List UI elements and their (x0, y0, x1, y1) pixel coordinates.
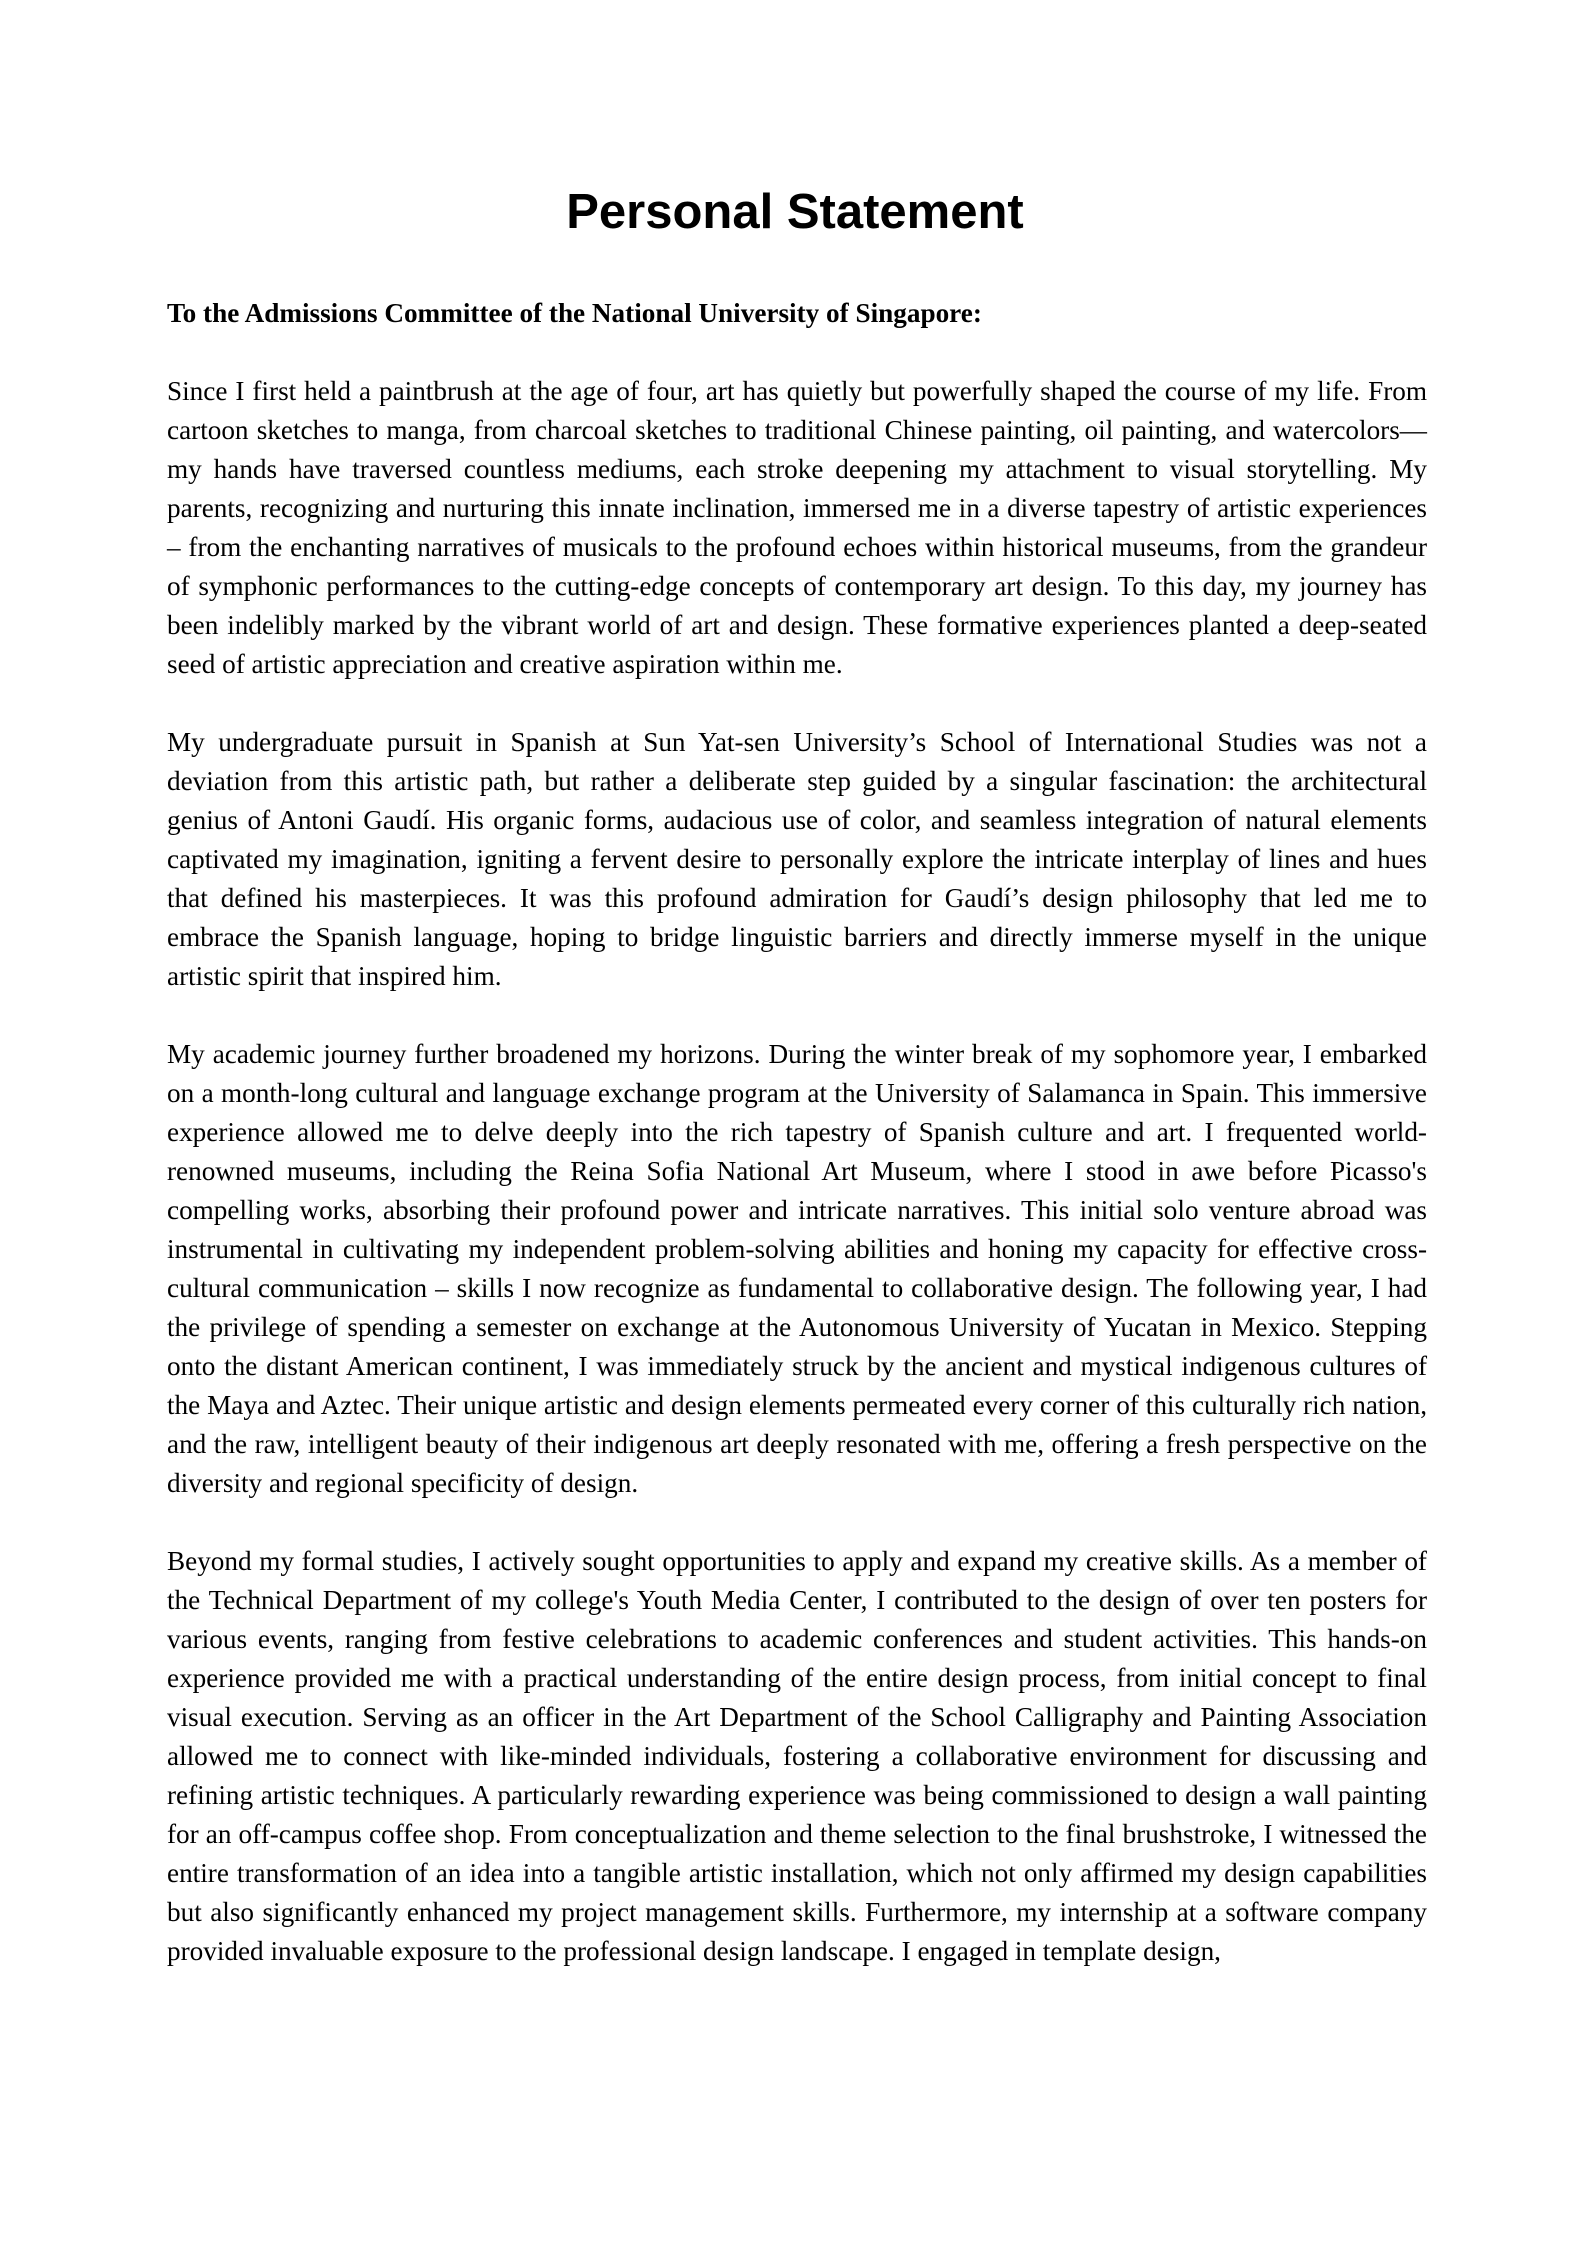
paragraph-undergraduate: My undergraduate pursuit in Spanish at Sun Yat-sen University’s School of International Studies was not a deviation from this artistic path, but rather a deliberate step guided by a singular fascination: the architectural genius of Antoni Gaudí. His organic forms, audacious use of color, and seamless integration of natural elements captivated my imagination, igniting a fervent desire to personally explore the intricate interplay of lines and hues that defined his masterpieces. It was this profound admiration for Gaudí’s design philosophy that led me to embrace the Spanish language, hoping to bridge linguistic barriers and directly immerse myself in the unique artistic spirit that inspired him. (167, 727, 1427, 991)
paragraph-childhood: Since I first held a paintbrush at the age of four, art has quietly but powerfully shaped the course of my life. From cartoon sketches to manga, from charcoal sketches to traditional Chinese painting, oil painting, and watercolors—my hands have traversed countless mediums, each stroke deepening my attachment to visual storytelling. My parents, recognizing and nurturing this innate inclination, immersed me in a diverse tapestry of artistic experiences – from the enchanting narratives of musicals to the profound echoes within historical museums, from the grandeur of symphonic performances to the cutting-edge concepts of contemporary art design. To this day, my journey has been indelibly marked by the vibrant world of art and design. These formative experiences planted a deep-seated seed of artistic appreciation and creative aspiration within me. (167, 376, 1427, 679)
page-title: Personal Statement (566, 185, 1024, 239)
paragraph-extracurricular: Beyond my formal studies, I actively sought opportunities to apply and expand my creative skills. As a member of the Technical Department of my college's Youth Media Center, I contributed to the design of over ten posters for various events, ranging from festive celebrations to academic conferences and student activities. This hands-on experience provided me with a practical understanding of the entire design process, from initial concept to final visual execution. Serving as an officer in the Art Department of the School Calligraphy and Painting Association allowed me to connect with like-minded individuals, fostering a collaborative environment for discussing and refining artistic techniques. A particularly rewarding experience was being commissioned to design a wall painting for an off-campus coffee shop. From conceptualization and theme selection to the final brushstroke, I witnessed the entire transformation of an idea into a tangible artistic installation, which not only affirmed my design capabilities but also significantly enhanced my project management skills. Furthermore, my internship at a software company provided invaluable exposure to the professional design landscape. I engaged in template design, (167, 1546, 1427, 1966)
statement-body (167, 294, 1427, 2010)
paragraph-exchange: My academic journey further broadened my horizons. During the winter break of my sophomore year, I embarked on a month-long cultural and language exchange program at the University of Salamanca in Spain. This immersive experience allowed me to delve deeply into the rich tapestry of Spanish culture and art. I frequented world-renowned museums, including the Reina Sofia National Art Museum, where I stood in awe before Picasso's compelling works, absorbing their profound power and intricate narratives. This initial solo venture abroad was instrumental in cultivating my independent problem-solving abilities and honing my capacity for effective cross-cultural communication – skills I now recognize as fundamental to collaborative design. The following year, I had the privilege of spending a semester on exchange at the Autonomous University of Yucatan in Mexico. Stepping onto the distant American continent, I was immediately struck by the ancient and mystical indigenous cultures of the Maya and Aztec. Their unique artistic and design elements permeated every corner of this culturally rich nation, and the raw, intelligent beauty of their indigenous art deeply resonated with me, offering a fresh perspective on the diversity and regional specificity of design. (167, 1039, 1427, 1498)
salutation: To the Admissions Committee of the National University of Singapore: (167, 298, 982, 328)
